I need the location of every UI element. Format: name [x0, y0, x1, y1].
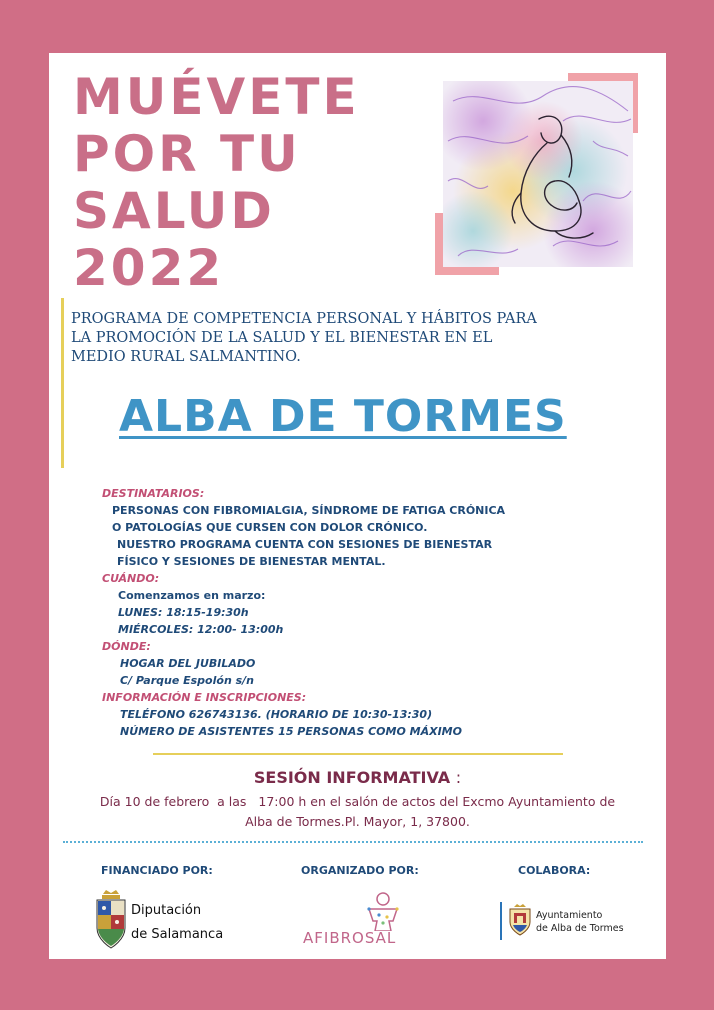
- financiado-label: FINANCIADO POR:: [101, 864, 213, 877]
- venue-address: C/ Parque Espolón s/n: [120, 674, 254, 687]
- accent-bar: [61, 298, 64, 468]
- colabora-label: COLABORA:: [518, 864, 591, 877]
- diputacion-logo: [93, 888, 223, 950]
- watercolor-illustration: [443, 81, 633, 267]
- session-colon: :: [455, 768, 462, 787]
- poster: [49, 53, 666, 959]
- destinatarios-label: DESTINATARIOS:: [102, 487, 205, 500]
- afibrosal-wordmark: AFIBROSAL: [303, 929, 397, 947]
- session-line: Día 10 de febrero a las 17:00 h en el salón de actos del Excmo Ayuntamiento de: [99, 794, 616, 809]
- organizado-label: ORGANIZADO POR:: [301, 864, 419, 877]
- afibrosal-logo: [299, 891, 419, 951]
- poster-title: [73, 69, 360, 297]
- session-heading: [49, 768, 666, 787]
- crest-icon: [508, 904, 532, 936]
- title-line: 2022: [73, 239, 225, 297]
- schedule-monday: LUNES: 18:15-19:30h: [118, 606, 249, 619]
- session-title: SESIÓN INFORMATIVA: [253, 768, 451, 787]
- event-details: [102, 485, 602, 740]
- program-line: LA PROMOCIÓN DE LA SALUD Y EL BIENESTAR EN EL: [71, 330, 493, 346]
- schedule-wednesday: MIÉRCOLES: 12:00- 13:00h: [118, 623, 284, 636]
- dotted-divider: [63, 841, 643, 843]
- title-line: POR TU: [73, 125, 301, 183]
- destinatarios-line: PERSONAS CON FIBROMIALGIA, SÍNDROME DE FATIGA CRÓNICA: [112, 504, 506, 517]
- destinatarios-line: NUESTRO PROGRAMA CUENTA CON SESIONES DE BIENESTAR: [117, 538, 493, 551]
- venue-name: HOGAR DEL JUBILADO: [120, 657, 256, 670]
- figure-icon: [299, 891, 419, 931]
- town-name: ALBA DE TORMES: [119, 391, 567, 442]
- contact-phone: TELÉFONO 626743136. (HORARIO DE 10:30-13:30): [120, 708, 433, 721]
- destinatarios-line: O PATOLOGÍAS QUE CURSEN CON DOLOR CRÓNICO.: [112, 521, 428, 534]
- informacion-label: INFORMACIÓN E INSCRIPCIONES:: [102, 691, 307, 704]
- divider: [153, 753, 563, 755]
- destinatarios-line: FÍSICO Y SESIONES DE BIENESTAR MENTAL.: [117, 555, 386, 568]
- program-line: PROGRAMA DE COMPETENCIA PERSONAL Y HÁBITOS PARA: [71, 311, 537, 327]
- program-line: MEDIO RURAL SALMANTINO.: [71, 349, 301, 365]
- session-description: [89, 792, 626, 832]
- title-line: MUÉVETE: [73, 68, 360, 126]
- session-line: Alba de Tormes.Pl. Mayor, 1, 37800.: [245, 814, 470, 829]
- cuando-label: CUÁNDO:: [102, 572, 160, 585]
- ayuntamiento-logo: [500, 902, 650, 946]
- donde-label: DÓNDE:: [102, 640, 151, 653]
- program-description: [71, 310, 591, 367]
- ayuntamiento-name: Ayuntamiento: [536, 910, 603, 921]
- cuando-intro: Comenzamos en marzo:: [118, 589, 266, 602]
- diputacion-name: de Salamanca: [131, 927, 224, 942]
- attendance-limit: NÚMERO DE ASISTENTES 15 PERSONAS COMO MÁXIMO: [120, 725, 462, 738]
- title-line: SALUD: [73, 182, 275, 240]
- crest-icon: [93, 888, 129, 950]
- diputacion-name: Diputación: [131, 903, 202, 918]
- ayuntamiento-name: de Alba de Tormes: [536, 923, 624, 934]
